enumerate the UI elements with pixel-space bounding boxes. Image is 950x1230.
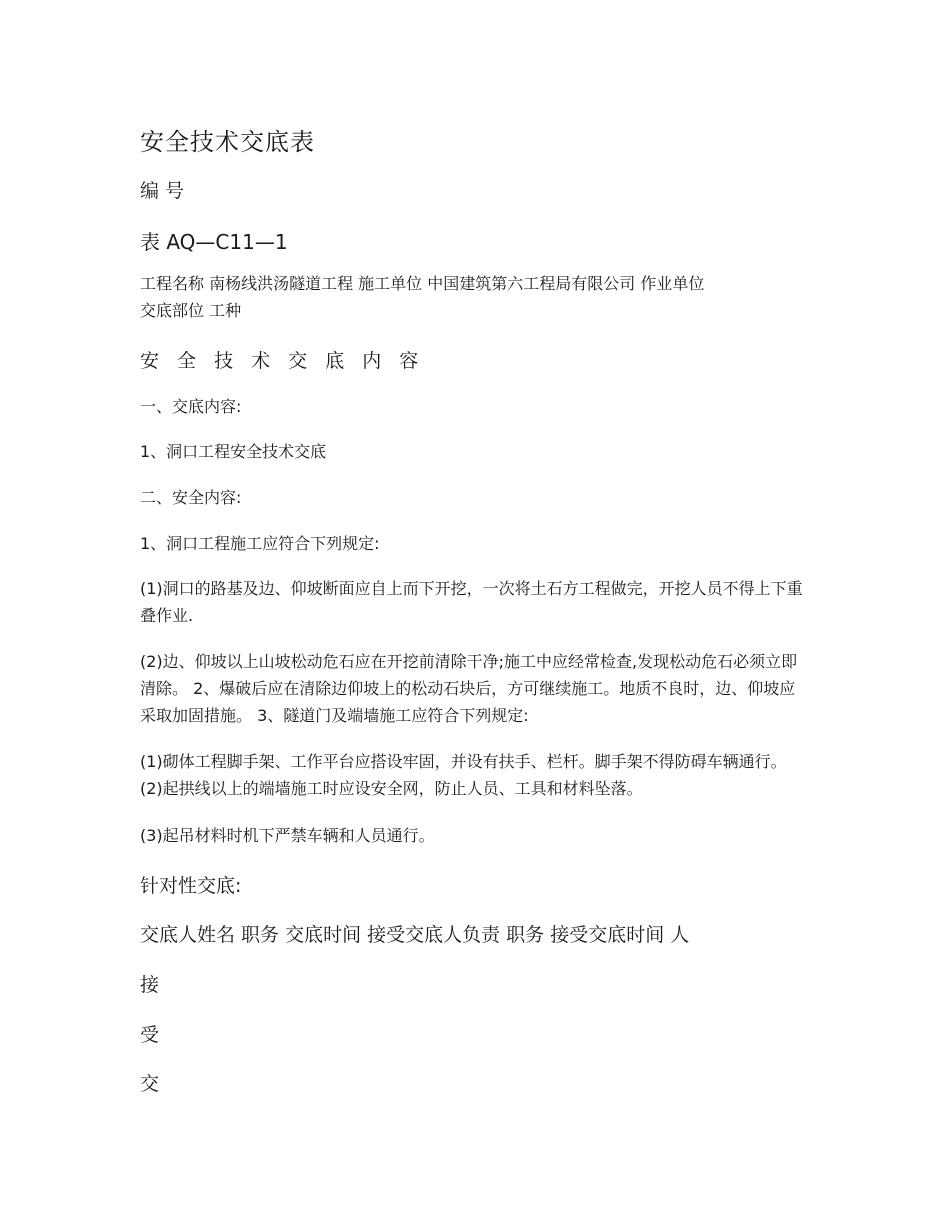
rule-intro: 1、洞口工程施工应符合下列规定: (140, 534, 380, 553)
table-code: 表 AQ—C11—1 (140, 230, 288, 254)
vertical-char-1: 接 (140, 974, 160, 996)
targeted-heading: 针对性交底: (140, 875, 242, 897)
rule-paragraph-4: (3)起吊材料时机下严禁车辆和人员通行。 (140, 826, 435, 845)
serial-number-label: 编 号 (140, 180, 185, 202)
rule-paragraph-2: (2)边、仰坡以上山坡松动危石应在开挖前清除干净;施工中应经常检查,发现松动危石必须立即清除。 2、爆破后应在清除边仰坡上的松动石块后，方可继续施工。地质不良时，边、仰坡应采取加固措施。 3、隧道门及端墙施工应符合下列规定: (140, 652, 798, 725)
signature-line: 交底人姓名 职务 交底时间 接受交底人负责 职务 接受交底时间 人 (140, 924, 690, 946)
project-info-line-2: 交底部位 工种 (140, 301, 242, 320)
content-heading: 一、交底内容: (140, 397, 242, 416)
document-title: 安全技术交底表 (140, 128, 315, 156)
section-heading: 安 全 技 术 交 底 内 容 (140, 350, 425, 372)
vertical-char-3: 交 (140, 1073, 160, 1095)
rule-paragraph-3: (1)砌体工程脚手架、工作平台应搭设牢固，并设有扶手、栏杆。脚手架不得防碍车辆通行。 (2)起拱线以上的端墙施工时应设安全网，防止人员、工具和材料坠落。 (140, 752, 787, 798)
content-item-1: 1、洞口工程安全技术交底 (140, 442, 327, 461)
safety-heading: 二、安全内容: (140, 488, 242, 507)
rule-paragraph-1: (1)洞口的路基及边、仰坡断面应自上而下开挖，一次将土石方工程做完，开挖人员不得上下重叠作业. (140, 579, 803, 625)
vertical-char-2: 受 (140, 1024, 160, 1046)
project-info-line-1: 工程名称 南杨线洪汤隧道工程 施工单位 中国建筑第六工程局有限公司 作业单位 (140, 274, 705, 293)
